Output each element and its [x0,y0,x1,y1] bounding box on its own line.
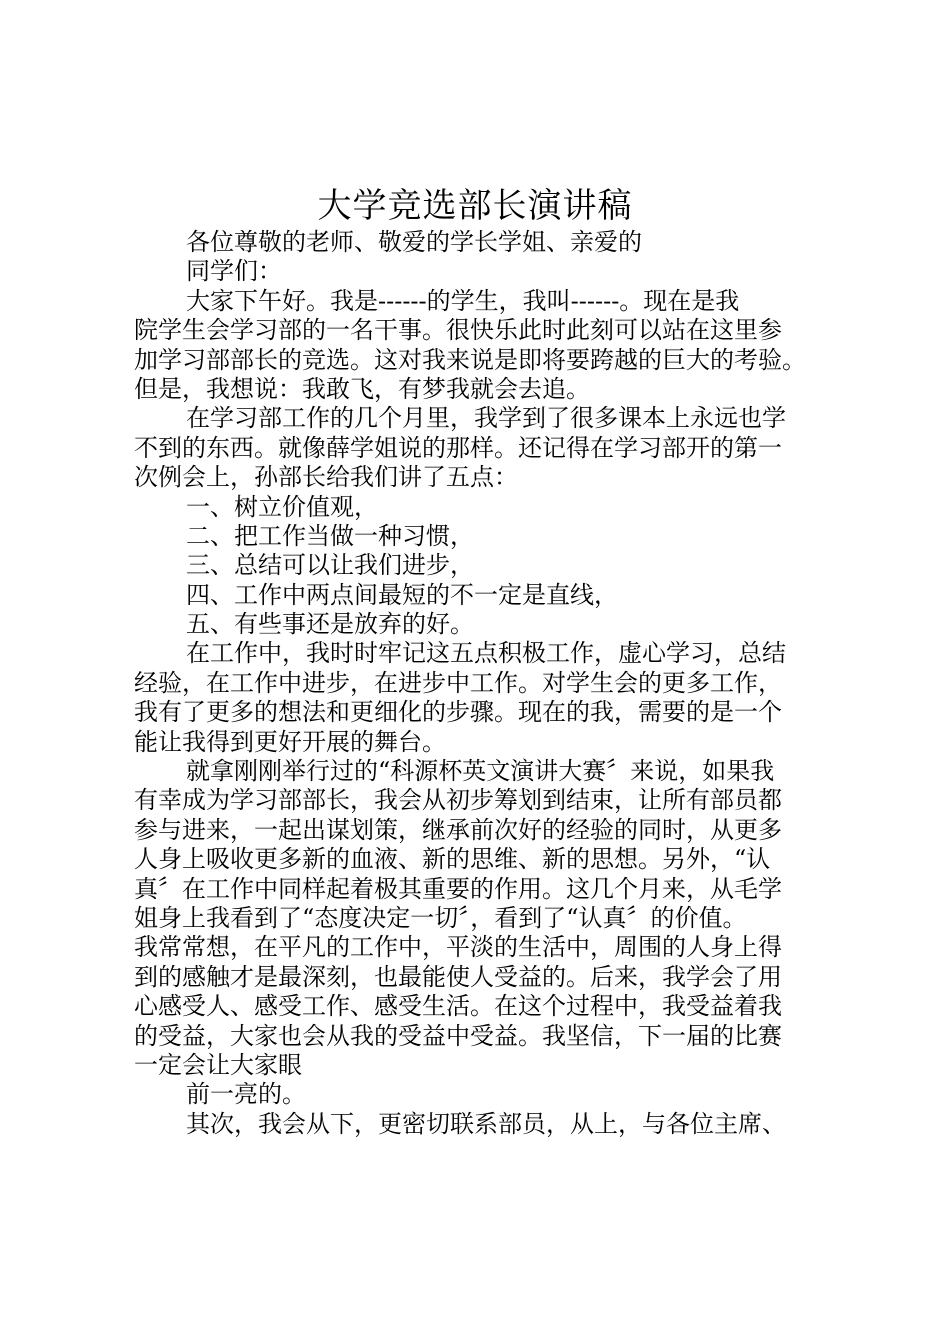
text-line: 在学习部工作的几个月里，我学到了很多课本上永远也学 [186,404,786,433]
document-title: 大学竞选部长演讲稿 [317,186,633,226]
text-line: 加学习部部长的竞选。这对我来说是即将要跨越的巨大的考验。 [134,345,806,374]
text-line: 一、树立价值观， [186,492,378,521]
text-line: 同学们： [186,257,282,286]
text-line: 能让我得到更好开展的舞台。 [134,727,446,756]
document-body [134,228,834,1139]
text-line: 经验，在工作中进步，在进步中工作。对学生会的更多工作， [134,668,782,697]
text-line: 到的感触才是最深刻，也最能使人受益的。后来，我学会了用 [134,962,782,991]
text-line: 人身上吸收更多新的血液、新的思维、新的思想。另外，“认 [134,845,771,874]
text-line: 二、把工作当做一种习惯， [186,521,474,550]
text-line: 五、有些事还是放弃的好。 [186,610,474,639]
text-line: 大家下午好。我是------的学生，我叫------。现在是我 [186,286,740,315]
text-line: 各位尊敬的老师、敬爱的学长学姐、亲爱的 [186,228,642,256]
text-line: 不到的东西。就像薛学姐说的那样。还记得在学习部开的第一 [134,433,782,462]
text-line: 院学生会学习部的一名干事。很快乐此时此刻可以站在这里参 [134,316,782,345]
text-line: 参与进来，一起出谋划策，继承前次好的经验的同时，从更多 [134,815,782,844]
text-line: 在工作中，我时时牢记这五点积极工作，虚心学习，总结 [186,639,786,668]
text-line: 一定会让大家眼 [134,1050,302,1079]
text-line: 就拿刚刚举行过的“科源杯英文演讲大赛〞来说，如果我 [186,757,775,786]
text-line: 四、工作中两点间最短的不一定是直线， [186,580,618,609]
text-line: 有幸成为学习部部长，我会从初步筹划到结束，让所有部员都 [134,786,782,815]
text-line: 其次，我会从下，更密切联系部员，从上，与各位主席、 [186,1109,786,1138]
text-line: 姐身上我看到了“态度决定一切〞，看到了“认真〞的价值。 [134,903,747,932]
text-line: 三、总结可以让我们进步， [186,551,474,580]
text-line: 次例会上，孙部长给我们讲了五点： [134,463,518,492]
text-line: 我有了更多的想法和更细化的步骤。现在的我，需要的是一个 [134,698,782,727]
text-line: 心感受人、感受工作、感受生活。在这个过程中，我受益着我 [134,992,782,1021]
text-line: 但是，我想说：我敢飞，有梦我就会去追。 [134,374,590,403]
text-line: 前一亮的。 [186,1080,306,1109]
text-line: 真〞在工作中同样起着极其重要的作用。这几个月来，从毛学 [134,874,782,903]
text-line: 的受益，大家也会从我的受益中受益。我坚信，下一届的比赛 [134,1021,782,1050]
text-line: 我常常想，在平凡的工作中，平淡的生活中，周围的人身上得 [134,933,782,962]
